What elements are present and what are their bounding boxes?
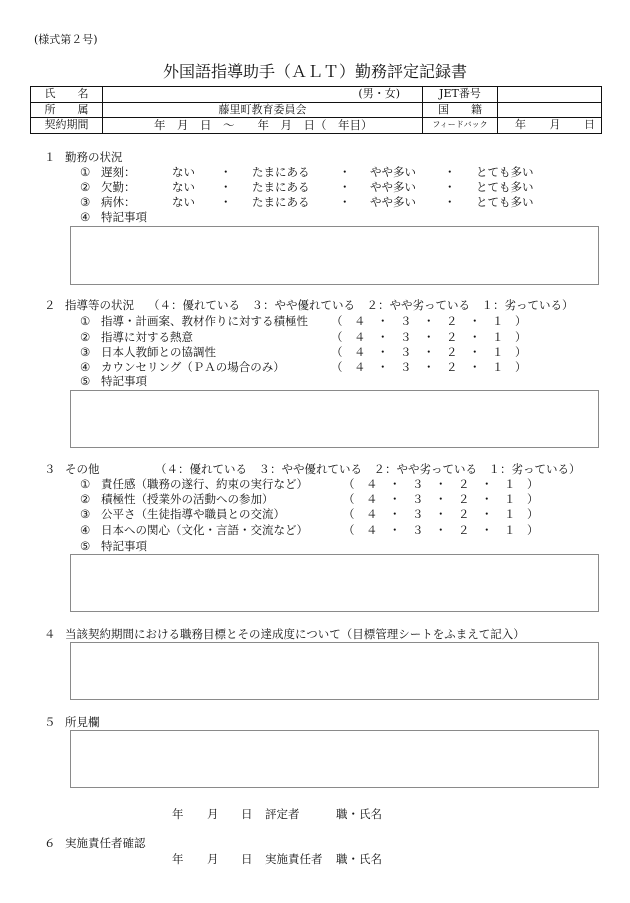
form-number: (様式第２号) [34, 33, 98, 46]
date-year-label: 年 [172, 852, 184, 866]
option-sometimes: たまにある [252, 180, 310, 194]
affiliation-value: 藤里町教育委員会 [103, 102, 423, 118]
item-marker: ② [80, 492, 91, 506]
notes-label: 特記事項 [101, 374, 147, 388]
option-separator: ・ [444, 165, 456, 179]
section-3-notes-box [70, 554, 599, 612]
option-none: ない [172, 195, 195, 209]
option-very-often: とても多い [476, 165, 534, 179]
rating-legend: （４：優れている ３：やや優れている ２：やや劣っている １：劣っている） [155, 462, 581, 476]
contract-period-label: 契約期間 [31, 118, 103, 134]
item-marker: ① [80, 165, 91, 179]
item-marker: ③ [80, 507, 91, 521]
name-row [31, 87, 602, 103]
option-somewhat-often: やや多い [370, 195, 416, 209]
rating-row [0, 345, 630, 359]
rating-scale: （ ４ ・ ３ ・ ２ ・ １ ） [331, 360, 527, 374]
option-separator: ・ [220, 195, 232, 209]
option-separator: ・ [444, 180, 456, 194]
section-1-notes-heading [0, 210, 630, 224]
section-number: ４ [44, 627, 56, 641]
date-month-label: 月 [207, 807, 219, 821]
gender-choice: (男・女) [358, 87, 400, 101]
item-label: カウンセリング（ＰＡの場合のみ） [101, 360, 285, 374]
option-separator: ・ [220, 165, 232, 179]
rating-row [0, 314, 630, 328]
section-number: ６ [44, 836, 56, 850]
nationality-label: 国 籍 [423, 102, 498, 118]
jet-number-label: JET番号 [423, 87, 498, 103]
item-marker: ④ [80, 523, 91, 537]
item-label: 日本人教師との協調性 [101, 345, 216, 359]
rating-scale: （ ４ ・ ３ ・ ２ ・ １ ） [343, 523, 539, 537]
option-somewhat-often: やや多い [370, 180, 416, 194]
section-2-notes-box [70, 390, 599, 448]
item-label: 指導に対する熱意 [101, 330, 193, 344]
evaluator-signature-line [0, 807, 630, 821]
date-month-label: 月 [207, 852, 219, 866]
item-label: 病休： [101, 195, 136, 209]
section-title: その他 [65, 462, 100, 476]
notes-label: 特記事項 [101, 539, 147, 553]
option-separator: ・ [339, 180, 351, 194]
rating-row [0, 360, 630, 374]
section-2-notes-heading [0, 374, 630, 388]
rating-scale: （ ４ ・ ３ ・ ２ ・ １ ） [343, 492, 539, 506]
section-title: 当該契約期間における職務目標とその達成度について（目標管理シートをふまえて記入） [65, 627, 525, 641]
option-sometimes: たまにある [252, 195, 310, 209]
section-number: １ [44, 150, 56, 164]
item-marker: ⑤ [80, 539, 91, 553]
option-separator: ・ [339, 195, 351, 209]
section-1-heading [0, 150, 630, 164]
section-number: ３ [44, 462, 56, 476]
item-label: 日本への関心（文化・言語・交流など） [101, 523, 308, 537]
item-marker: ④ [80, 360, 91, 374]
section-number: ５ [44, 715, 56, 729]
option-separator: ・ [339, 165, 351, 179]
section-title: 指導等の状況 [65, 298, 134, 312]
contract-row [31, 118, 602, 134]
item-label: 欠勤： [101, 180, 136, 194]
option-somewhat-often: やや多い [370, 165, 416, 179]
section-5-comments-box [70, 730, 599, 788]
jet-number-value-cell [498, 87, 602, 103]
item-marker: ② [80, 180, 91, 194]
nationality-value-cell [498, 102, 602, 118]
name-label: 氏 名 [31, 87, 103, 103]
feedback-label: フィードバック [423, 118, 498, 134]
item-marker: ① [80, 314, 91, 328]
section-title: 実施責任者確認 [65, 836, 146, 850]
section-3-heading [0, 462, 630, 476]
option-separator: ・ [444, 195, 456, 209]
item-marker: ④ [80, 210, 91, 224]
item-label: 責任感（職務の遂行、約束の実行など） [101, 477, 308, 491]
option-separator: ・ [220, 180, 232, 194]
option-very-often: とても多い [476, 195, 534, 209]
manager-role-label: 実施責任者 [265, 852, 323, 866]
affiliation-row [31, 102, 602, 118]
position-name-label: 職・氏名 [336, 807, 382, 821]
attendance-row-absence [0, 180, 630, 194]
item-label: 公平さ（生徒指導や職員との交流） [101, 507, 285, 521]
section-4-heading [0, 627, 630, 641]
attendance-row-late [0, 165, 630, 179]
rating-row [0, 507, 630, 521]
section-4-goals-box [70, 642, 599, 700]
option-sometimes: たまにある [252, 165, 310, 179]
info-table [30, 86, 602, 134]
section-2-heading [0, 298, 630, 312]
section-6-heading [0, 836, 630, 850]
item-marker: ① [80, 477, 91, 491]
item-marker: ② [80, 330, 91, 344]
form-title: 外国語指導助手（ＡＬＴ）勤務評定記録書 [162, 62, 467, 81]
item-marker: ③ [80, 345, 91, 359]
attendance-row-sick-leave [0, 195, 630, 209]
item-marker: ③ [80, 195, 91, 209]
section-title: 勤務の状況 [65, 150, 123, 164]
date-day-label: 日 [241, 852, 253, 866]
rating-legend: （４：優れている ３：やや優れている ２：やや劣っている １：劣っている） [148, 298, 574, 312]
section-3-notes-heading [0, 539, 630, 553]
section-5-heading [0, 715, 630, 729]
rating-row [0, 477, 630, 491]
manager-signature-line [0, 852, 630, 866]
item-label: 積極性（授業外の活動への参加） [101, 492, 274, 506]
evaluator-role-label: 評定者 [265, 807, 300, 821]
notes-label: 特記事項 [101, 210, 147, 224]
rating-row [0, 523, 630, 537]
option-very-often: とても多い [476, 180, 534, 194]
position-name-label: 職・氏名 [336, 852, 382, 866]
affiliation-label: 所 属 [31, 102, 103, 118]
rating-scale: （ ４ ・ ３ ・ ２ ・ １ ） [331, 314, 527, 328]
section-title: 所見欄 [65, 715, 100, 729]
rating-scale: （ ４ ・ ３ ・ ２ ・ １ ） [331, 330, 527, 344]
date-day-label: 日 [241, 807, 253, 821]
item-marker: ⑤ [80, 374, 91, 388]
feedback-date: 年 月 日 [498, 118, 602, 134]
option-none: ない [172, 180, 195, 194]
item-label: 指導・計画案、教材作りに対する積極性 [101, 314, 308, 328]
rating-scale: （ ４ ・ ３ ・ ２ ・ １ ） [343, 477, 539, 491]
rating-row [0, 492, 630, 506]
rating-scale: （ ４ ・ ３ ・ ２ ・ １ ） [343, 507, 539, 521]
contract-period-value: 年 月 日 ～ 年 月 日（ 年目） [103, 118, 423, 134]
section-number: ２ [44, 298, 56, 312]
section-1-notes-box [70, 226, 599, 285]
date-year-label: 年 [172, 807, 184, 821]
item-label: 遅刻： [101, 165, 136, 179]
rating-row [0, 330, 630, 344]
rating-scale: （ ４ ・ ３ ・ ２ ・ １ ） [331, 345, 527, 359]
name-value-cell [103, 87, 423, 103]
option-none: ない [172, 165, 195, 179]
